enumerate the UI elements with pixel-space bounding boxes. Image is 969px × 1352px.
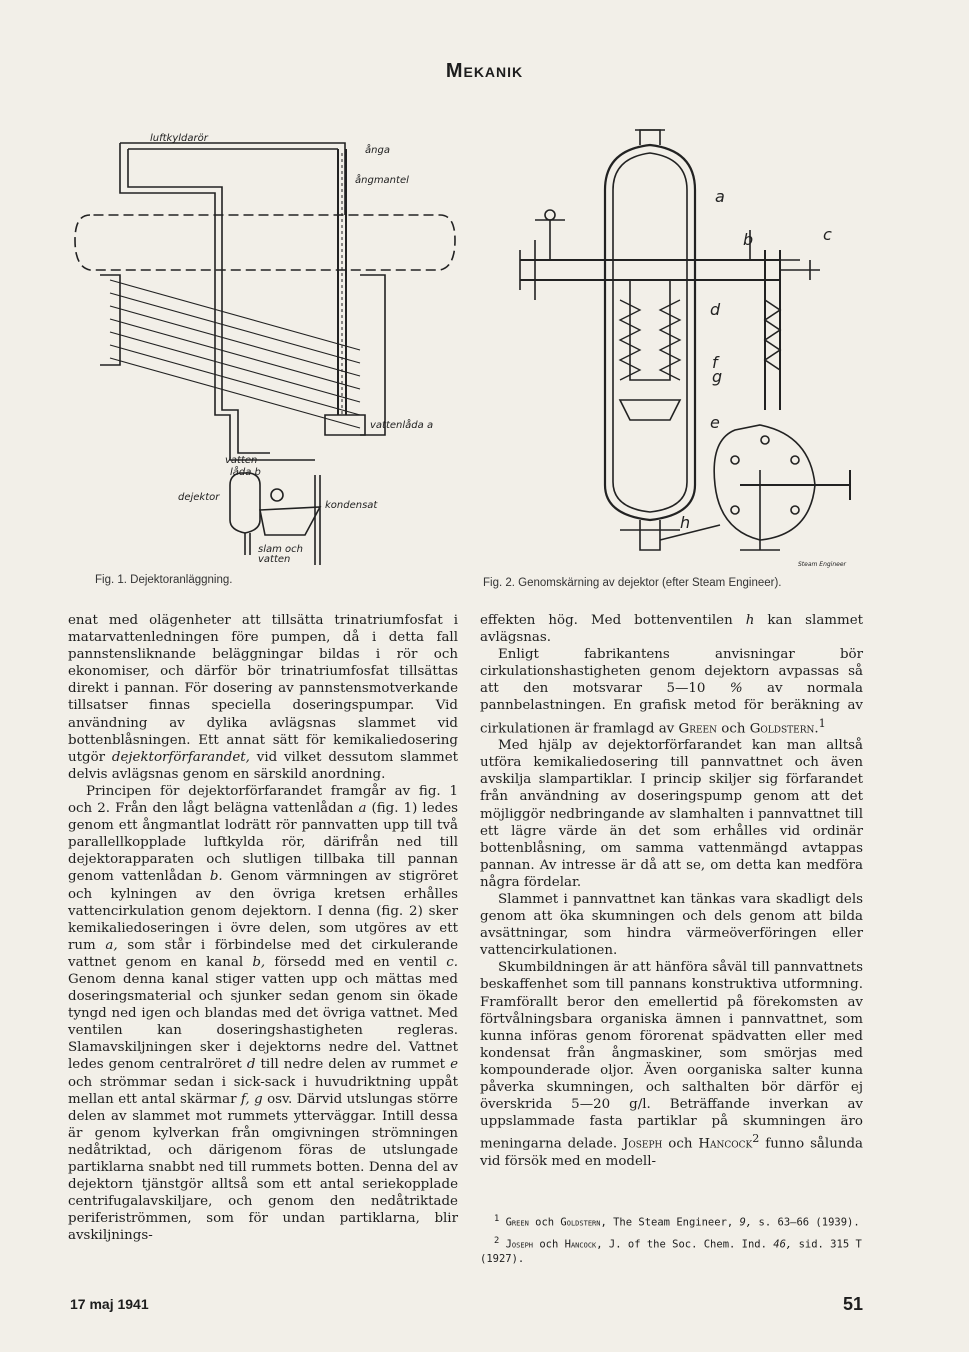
left-paragraph-1 [68,612,458,783]
label-d: d [710,300,721,319]
footnote-1 [480,1212,863,1231]
left-text-column [68,612,458,1244]
text-span: (fig. 1) ledes genom ett ångmantlat lodrätt rör pannvatten upp till två parallellkopplade luftkylda rör, därifrån ned till dejektorapparaten och slutligen tillbaka till pannan genom vattenlådan [68,801,459,885]
footer-date: 17 maj 1941 [70,1296,149,1312]
author-joseph: Joseph [623,1136,663,1152]
label-slam-2: vatten [258,554,291,565]
label-air-cooled-pipes: luftkyldarör [150,133,208,144]
text-span: Genom värmningen av stigröret och kylningen av den övriga kretsen erhålles vattencirkulation genom dejektorn. I denna (fig. 2) sker kemikaliedoseringen i övre delen, som utgöres av ett rum [68,869,458,953]
text-span: kan slammet avlägsnas. [480,613,863,646]
text-span: och [535,1216,555,1229]
text-span: effekten hög. Med bottenventilen [480,613,733,628]
footnote-number: 1 [494,1214,500,1224]
text-span: enat med olägenheter att tillsätta trinatriumfosfat i matarvattenledningen före pumpen, då i detta fall pannstensliknande beläggningar bildas i rör och ekonomiser, och därför bör trinatriumfosfat tillsättas direkt i pannan. För dosering av pannstensmotverkande tillsatser finnas speciella doseringspumpar. Vid användning av dylika avlägsnas slammet vid bottenblåsningen. Ett annat sätt för kemikaliedosering utgör [68,613,458,765]
page-number: 51 [843,1294,864,1314]
text-span: och [721,721,746,737]
text-span: och [539,1238,559,1250]
page-header: Mekanik [445,60,524,82]
var-b: b, [252,954,266,970]
right-paragraph-3: Med hjälp av dejektorförfarandet kan man alltså utföra kemikaliedosering till pannvattnet och även avskilja slampartiklar. I princip skiljer sig förfarandet från användning av doseringspump genom att det möjliggör nedbringande av slamhalten i pannvattnet till ett lägre värde än det som erhålles vid ordinär bottenblåsning, om samma vattenmängd avtappas pannan. Av intresse är då att se, om detta kan medföra några fördelar. [480,738,863,890]
figure-2-drawing [480,110,880,580]
var-c: c. [446,954,458,970]
label-kondensat: kondensat [325,500,378,511]
figure-2-dejector-section [480,110,880,580]
var-e: e [450,1057,459,1073]
text-span: sid. 315 T (1927). [480,1238,862,1265]
footnote-ref-1: 1 [818,716,826,730]
label-angmantel: ångmantel [355,175,409,186]
label-dejektor: dejektor [178,492,220,503]
right-paragraph-1 [480,612,863,646]
figure-2-caption: Fig. 2. Genomskärning av dejektor (efter Steam Engineer). [483,577,782,589]
text-span: s. 63—66 (1939). [758,1216,860,1229]
label-g: g [712,367,723,386]
label-slam-1: slam och [258,544,303,555]
text-span: osv. Därvid utslungas större delen av slammet mot rummets ytterväggar. Intill dessa är genom kylverkan från omgivningen strömningen nedåtriktad, och därigenom föras de utslungade partiklarna snabbt ned till rummets botten. Denna del av dejektorn tjänstgör alltså som ett antal seriekopplade centrifugalavskiljare, och genom den nedåtriktade periferiströmmen, som för undan partiklarna, blir avskiljnings- [68,1091,458,1244]
text-span: funno sålunda vid försök med en modell- [480,1136,864,1169]
text-span: Skumbildningen är att hänföra såväl till pannvattnets beskaffenhet som till pannans konstruktiva utformning. Framförallt beror den emellertid på förekomsten av förtvålningsbara organiska ämnen i pannvattnet, som kunna införas genom förorenat spädvatten eller med kondensat från ångmaskiner, som smörjas med kompounderade oljor. Även oorganiska salter kunna påverka skumningen, och salthalten bör därför ej överskrida 5—20 g/l. Beträffande inverkan av uppslammade fasta partiklar på skumningen äro meningarna delade. [480,960,863,1152]
label-anga: ånga [365,145,390,156]
label-e: e [710,413,720,432]
left-paragraph-2 [68,783,458,1245]
label-c: c [823,225,832,244]
footnote-ref-2: 2 [752,1132,760,1146]
text-span: till nedre delen av rummet [260,1057,446,1073]
var-a: a, [105,937,118,953]
footnote-2 [480,1234,863,1268]
label-vattenlada-a: vattenlåda a [370,420,434,431]
text-span: Enligt fabrikantens anvisningar bör cirkulationshastigheten genom dejektorn avpassas så att den motsvarar 5—10 [480,647,863,697]
text-span: och [668,1136,693,1152]
figure-1-dejector-installation [70,115,470,570]
label-f: f [712,353,718,372]
var-f-g: f, g [240,1091,263,1107]
text-span: Green [505,1216,529,1229]
var-h: h [745,613,755,628]
label-steam-engineer-credit: Steam Engineer [798,561,847,568]
var-d: d [246,1057,256,1073]
right-paragraph-2 [480,646,863,737]
figure-1-caption: Fig. 1. Dejektoranläggning. [95,574,233,586]
text-span: och strömmar sedan i sick-sack i huvudriktning uppåt mellan ett antal skärmar [68,1074,458,1107]
right-paragraph-4: Slammet i pannvattnet kan tänkas vara skadligt dels genom att öka skumningen och dels genom att bilda avsättningar, som hindra värmeöverföringen eller vattencirkulationen. [480,891,863,959]
text-span: 9, [739,1216,753,1229]
text-span: The Steam Engineer, [613,1216,734,1229]
text-span: vid vilket dessutom slammet delvis avlägsnas genom en särskild anordning. [68,749,459,782]
text-span: av normala pannbelastningen. En grafisk metod för beräkning av cirkulationen är framlagd av [480,681,863,737]
figure-1-drawing [70,115,470,570]
term-dejektorforfarandet: dejektorförfarandet, [111,749,250,765]
right-text-column [480,612,863,1170]
label-h: h [680,513,691,532]
footnotes [480,1212,863,1270]
text-span: Hancock, [564,1238,603,1250]
author-goldstern: Goldstern. [749,721,819,737]
var-a: a [358,801,367,817]
right-paragraph-5 [480,959,863,1170]
text-span: försedd med en ventil [274,954,438,970]
label-a: a [715,187,725,206]
author-green: Green [678,721,718,737]
label-vattenlada-b-1: vatten- [225,455,261,466]
text-span: Joseph [505,1238,534,1250]
text-span: 46, [773,1238,793,1250]
text-span: Genom denna kanal stiger vatten upp och mättas med doseringsmaterial och sjunker sedan genom sin ökade tyngd ned igen och blandas med det övriga vattnet. Med ventilen kan doseringshastigheten regleras. Slamavskiljningen sker i dejektorns nedre del. Vattnet ledes genom centralröret [68,971,458,1073]
author-hancock: Hancock [698,1136,753,1152]
text-span: Goldstern, [560,1216,607,1229]
text-span: Principen för dejektorförfarandet framgår av fig. 1 och 2. Från den lågt belägna vattenlådan [68,783,458,817]
label-b: b [743,230,754,249]
label-vattenlada-b-2: låda b [230,467,261,478]
footnote-number: 2 [494,1235,500,1246]
percent-sign: % [729,681,743,697]
text-span: J. of the Soc. Chem. Ind. [608,1238,767,1250]
var-b: b. [209,869,223,885]
text-span: som står i förbindelse med det cirkulerande vattnet genom en kanal [68,937,458,970]
